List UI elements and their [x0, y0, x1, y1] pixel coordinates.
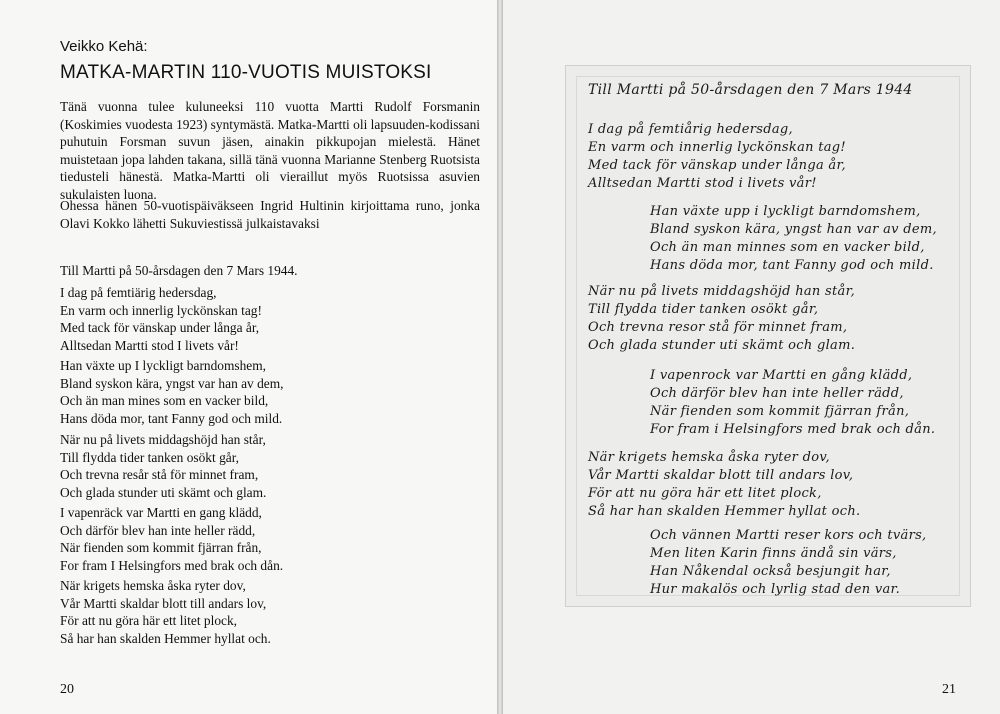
letter-line: I dag på femtiårig hedersdag,: [588, 122, 793, 137]
poem-stanza-2: [60, 357, 480, 427]
letter-line: Med tack för vänskap under långa år,: [588, 158, 846, 173]
letter-line: Och trevna resor stå för minnet fram,: [588, 320, 848, 335]
poem-line: När krigets hemska åska ryter dov,: [60, 578, 246, 593]
letter-line: Så har han skalden Hemmer hyllat och.: [588, 504, 861, 519]
letter-line: När krigets hemska åska ryter dov,: [588, 450, 830, 465]
page-number-left: 20: [60, 682, 74, 697]
intro-paragraph-2: [60, 197, 480, 232]
letter-line: För att nu göra här ett litet plock,: [588, 486, 822, 501]
letter-line: Bland syskon kära, yngst han var av dem,: [650, 222, 937, 237]
poem-line: Vår Martti skaldar blott till andars lov,: [60, 595, 267, 611]
poem-line: Och än man mines som en vacker bild,: [60, 393, 269, 409]
poem-line: I dag på femtiärig hedersdag,: [60, 285, 217, 300]
handwritten-letter-image: [566, 66, 970, 606]
poem-line: Han växte up I lyckligt barndomshem,: [60, 358, 267, 373]
poem-line: För att nu göra här ett litet plock,: [60, 613, 238, 629]
letter-line: I vapenrock var Martti en gång klädd,: [650, 368, 913, 383]
poem-line: Och trevna resår stå för minnet fram,: [60, 467, 259, 483]
article-title: MATKA-MARTIN 110-VUOTIS MUISTOKSI: [60, 62, 432, 83]
poem-line: Så har han skalden Hemmer hyllat och.: [60, 630, 271, 646]
letter-line: När fienden som kommit fjärran från,: [650, 404, 910, 419]
poem-heading: Till Martti på 50-årsdagen den 7 Mars 1944.: [60, 263, 298, 278]
poem-line: Till flydda tider tanken osökt går,: [60, 449, 239, 465]
poem-stanza-1: [60, 284, 480, 354]
author: Veikko Kehä:: [60, 38, 148, 55]
letter-line: Han växte upp i lyckligt barndomshem,: [650, 204, 921, 219]
letter-line: När nu på livets middagshöjd han står,: [588, 284, 856, 299]
poem-line: När fienden som kommit fjärran från,: [60, 540, 262, 556]
letter-line: Till flydda tider tanken osökt går,: [588, 302, 819, 317]
poem-line: Bland syskon kära, yngst var han av dem,: [60, 375, 284, 391]
poem-stanza-3: [60, 431, 480, 501]
poem-line: Med tack för vänskap under långa år,: [60, 320, 260, 336]
letter-line: Och därför blev han inte heller rädd,: [650, 386, 904, 401]
letter-line: Hur makalös och lyrlig stad den var.: [650, 582, 901, 597]
poem-line: I vapenräck var Martti en gang klädd,: [60, 505, 262, 520]
letter-line: Vår Martti skaldar blott till andars lov,: [588, 468, 854, 483]
letter-line: Alltsedan Martti stod i livets vår!: [588, 176, 817, 191]
page-number-right: 21: [942, 682, 956, 697]
letter-line: Och vännen Martti reser kors och tvärs,: [650, 528, 927, 543]
poem-line: Och glada stunder uti skämt och glam.: [60, 484, 267, 500]
letter-line: En varm och innerlig lyckönskan tag!: [588, 140, 846, 155]
poem-line: For fram I Helsingfors med brak och dån.: [60, 557, 284, 573]
intro-paragraph-1-text: Tänä vuonna tulee kuluneeksi 110 vuotta Martti Rudolf Forsmanin (Koskimies vuodesta 1923) syntymästä. Matka-Martti oli lapsuuden-kodissani puhutuin Forsman suvun jäsen, ainakin pikkupojan mielestä. Hänet muistetaan jopa lahden takana, sillä tänä vuonna Marianne Stenberg Ruotsista tiedusteli hänestä. Matka-Martti oli vieraillut myös Ruotsissa asuvien sukulaisten luona.: [60, 99, 480, 202]
intro-paragraph-2-text: Ohessa hänen 50-vuotispäiväkseen Ingrid Hultinin kirjoittama runo, jonka Olavi Kokko lähetti Sukuviestissä julkaistavaksi: [60, 198, 480, 231]
poem-line: Hans döda mor, tant Fanny god och mild.: [60, 410, 283, 426]
letter-line: Och glada stunder uti skämt och glam.: [588, 338, 856, 353]
letter-line: Och än man minnes som en vacker bild,: [650, 240, 925, 255]
poem-line: När nu på livets middagshöjd han står,: [60, 432, 266, 447]
poem-stanza-5: [60, 577, 480, 647]
intro-paragraph-1: [60, 98, 480, 204]
poem-line: Alltsedan Martti stod I livets vår!: [60, 337, 239, 353]
poem-line: En varm och innerlig lyckönskan tag!: [60, 302, 262, 318]
letter-heading: Till Martti på 50-årsdagen den 7 Mars 1944: [588, 82, 913, 98]
letter-line: Hans döda mor, tant Fanny god och mild.: [650, 258, 934, 273]
letter-line: Han Nåkendal också besjungit har,: [650, 564, 891, 579]
letter-line: Men liten Karin finns ändå sin värs,: [650, 546, 897, 561]
poem-stanza-4: [60, 504, 480, 574]
left-page: [0, 0, 497, 714]
poem-line: Och därför blev han inte heller rädd,: [60, 522, 256, 538]
letter-line: For fram i Helsingfors med brak och dån.: [650, 422, 936, 437]
